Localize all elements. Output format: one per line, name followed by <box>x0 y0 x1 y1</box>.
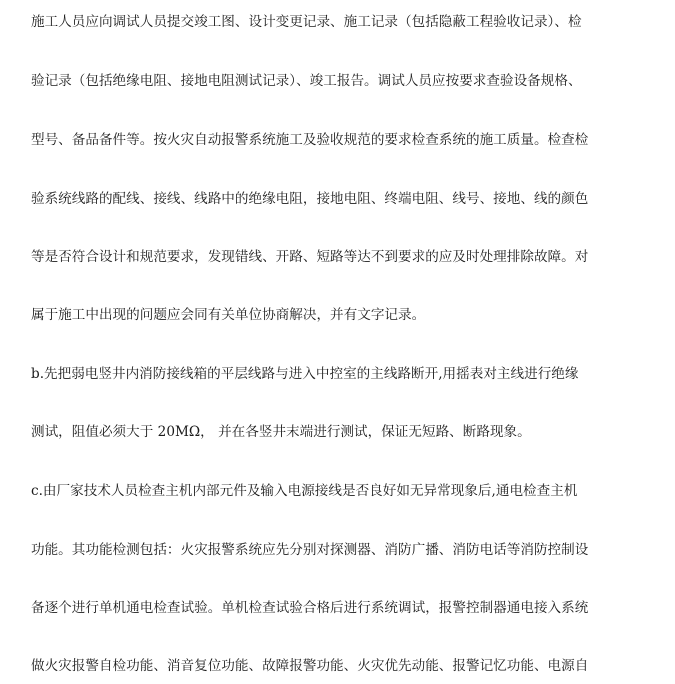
text-line: 验系统线路的配线、接线、线路中的绝缘电阻，接地电阻、终端电阻、线号、接地、线的颜色 <box>31 191 589 207</box>
text-line: 型号、备品备件等。按火灾自动报警系统施工及验收规范的要求检查系统的施工质量。检查检 <box>31 132 589 148</box>
text-line: 属于施工中出现的问题应会同有关单位协商解决，并有文字记录。 <box>31 307 426 323</box>
text-line: 等是否符合设计和规范要求，发现错线、开路、短路等达不到要求的应及时处理排除故障。对 <box>31 249 589 265</box>
text-line: 验记录（包括绝缘电阻、接地电阻测试记录）、竣工报告。调试人员应按要求查验设备规格、 <box>31 73 582 89</box>
text-line: c.由厂家技术人员检查主机内部元件及输入电源接线是否良好如无异常现象后,通电检查主机 <box>31 483 578 499</box>
text-line: 功能。其功能检测包括：火灾报警系统应先分别对探测器、消防广播、消防电话等消防控制设 <box>31 542 589 558</box>
text-line: 测试，阻值必须大于 20MΩ， 并在各竖井末端进行测试，保证无短路、断路现象。 <box>31 424 531 440</box>
text-line: 做火灾报警自检功能、消音复位功能、故障报警功能、火灾优先动能、报警记忆功能、电源自 <box>31 658 589 674</box>
text-line: 施工人员应向调试人员提交竣工图、设计变更记录、施工记录（包括隐蔽工程验收记录）、检 <box>31 14 582 30</box>
text-line: 备逐个进行单机通电检查试验。单机检查试验合格后进行系统调试，报警控制器通电接入系统 <box>31 600 589 616</box>
text-line: b.先把弱电竖井内消防接线箱的平层线路与进入中控室的主线路断开,用摇表对主线进行绝缘 <box>31 366 579 382</box>
